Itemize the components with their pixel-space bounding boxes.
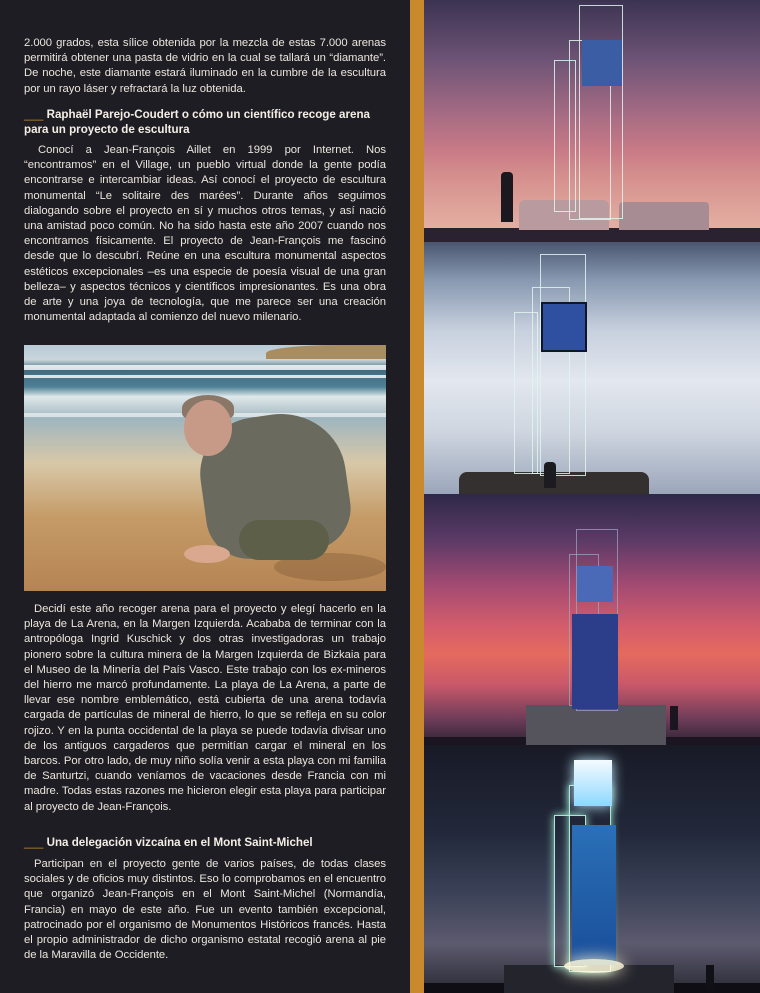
blue-cube [577,566,613,602]
sculpture-photo-dusk [424,0,760,242]
blue-column [572,614,618,709]
man-leg [239,520,329,560]
light-glow [564,959,624,973]
sculpture-photo-sunset [424,494,760,745]
blue-column [572,825,616,965]
beach-photo [24,345,386,591]
rock-base [619,202,709,230]
wave-foam [24,375,386,378]
blue-cube [582,40,622,86]
heading-text: Una delegación vizcaína en el Mont Saint-Michel [46,836,313,849]
person-silhouette [544,462,556,488]
heading-dash: ___ [24,836,44,849]
accent-stripe [410,0,424,993]
intro-paragraph: 2.000 grados, esta sílice obtenida por la mezcla de estas 7.000 arenas permitirá obtener una pasta de vidrio en la cual se tallará un “diamante”. De noche, este diamante estará iluminado en la cumbre de la escultura por un rayo láser y refractará la luz obtenida. [24,37,386,95]
heading-dash: ___ [24,108,44,121]
person-silhouette [706,965,714,991]
beach-paragraph: Decidí este año recoger arena para el proyecto y elegí hacerlo en la playa de La Arena, en la Margen Izquierda. Acababa de terminar con la antropóloga Ingrid Kuschick y dos otras investigadoras un trabajo pionero sobre la cultura minera de la Margen Izquierda de Bizkaia para el Museo de la Minería del País Vasco. Este trabajo con los ex-mineros del hierro me marcó profundamente. La playa de La Arena, a parte de llevar ese nombre emblemático, está cubierta de una arena todavía cargada de partículas de mineral de hierro, lo que se refleja en su color rojizo. Y en la punta occidental de la playa se puede todavía divisar uno de los antiguos cargaderos que permitían cargar el mineral en los barcos. Por otro lado, de muy niño solía venir a esta playa con mi familia de Santurtzi, cuando veníamos de vacaciones desde Francia con mi madre. Todas estas razones me hicieron elegir esta playa para participar al proyecto de Jean-François. [24,603,386,813]
person-silhouette [501,172,513,222]
cliff-shape [266,345,386,359]
man-hand [184,545,230,563]
sculpture-photo-night [424,745,760,993]
ground [424,228,760,242]
heading-text: Raphaël Parejo-Coudert o cómo un científico recoge arena para un proyecto de escultura [24,108,370,137]
glass-pillar [540,254,586,476]
wave-foam [24,365,386,370]
section-heading-delegation [24,835,386,850]
section-heading-scientist [24,107,386,137]
scientist-paragraph: Conocí a Jean-François Aillet en 1999 por Internet. Nos “encontramos” en el Village, un pueblo virtual donde la gente podía encontrarse e intercambiar ideas. Así conocí el proyecto de escultura monumental “Le solitaire des marées”. Durante años seguimos dialogando sobre el proyecto en sí y muchos otros temas, y así nació una amistad poco común. No ha sido hasta este año 2007 cuando nos encontramos físicamente. El proyecto de Jean-François me fascinó desde que lo descubrí. Reúne en una escultura monumental aspectos estéticos excepcionales –es una especie de poesía visual de una gran belleza– y aspectos técnicos y científicos impresionantes. Es una obra de arte y una joya de tecnología, que me parece ser una creación monumental adaptada al comienzo del nuevo milenario. [24,144,386,324]
delegation-paragraph: Participan en el proyecto gente de varios países, de todas clases sociales y de oficios muy distintos. Eso lo comprobamos en el encuentro que organizó Jean-François en el Mont Saint-Michel (Normandía, Francia) en mayo de este año. Fue un evento también excepcional, patrocinado por el organismo de Monumentos Históricos francés. Hasta el propio administrador de dicho organismo estatal recogió arena al pie de la Maravilla de Occidente. [24,858,386,962]
glass-pillar [579,5,623,219]
lit-cube [574,760,612,806]
blue-cube [541,302,587,352]
person-silhouette [670,706,678,730]
sculpture-photo-clouds [424,242,760,494]
man-head [184,400,232,456]
rock-base [526,705,666,745]
